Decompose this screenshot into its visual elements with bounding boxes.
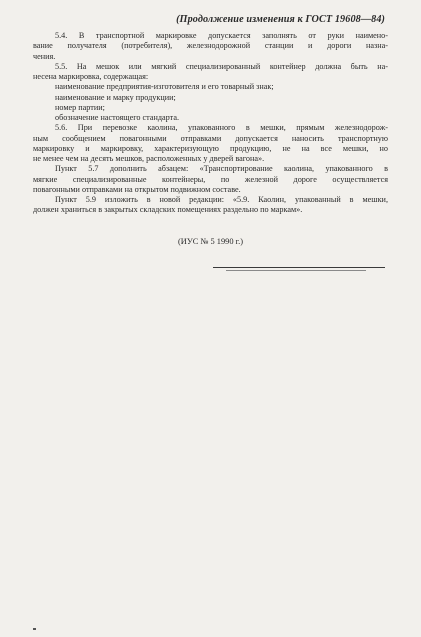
text-line: вание получателя (потребителя), железнодорожной станции и дороги назна- xyxy=(33,41,388,51)
publication-reference: (ИУС № 5 1990 г.) xyxy=(178,237,244,246)
separator-rule xyxy=(213,267,385,268)
paragraph-5-4 xyxy=(33,31,388,62)
paragraph-5-9 xyxy=(33,195,388,216)
document-body xyxy=(33,31,388,216)
paragraph-5-5 xyxy=(33,62,388,124)
text-line: ным сообщением повагонными отправками допускается наносить транспортную xyxy=(33,133,388,143)
text-line: Пункт 5.9 изложить в новой редакции: «5.9. Каолин, упакованный в мешки, xyxy=(55,195,388,204)
text-line: должен храниться в закрытых складских помещениях раздельно по маркам». xyxy=(33,205,303,215)
list-item: наименование и марку продукции; xyxy=(55,92,176,102)
list-item: номер партии; xyxy=(55,102,105,112)
paragraph-5-7 xyxy=(33,164,388,195)
text-line: маркировку и маркировку, характеризующую продукцию, не на все мешки, но xyxy=(33,143,388,153)
paragraph-5-6 xyxy=(33,123,388,164)
scan-mark xyxy=(33,628,36,630)
text-line: несена маркировка, содержащая: xyxy=(33,72,149,81)
text-line: не менее чем на десять мешков, расположенных у дверей вагона». xyxy=(33,154,265,163)
text-line: мягкие специализированные контейнеры, по железной дороге осуществляется xyxy=(33,174,388,184)
list-item: обозначение настоящего стандарта. xyxy=(55,113,179,122)
text-line: Пункт 5.7 дополнить абзацем: «Транспортирование каолина, упакованного в xyxy=(55,164,388,174)
text-line: повагонными отправками на открытом подвижном составе. xyxy=(33,184,241,194)
text-line: 5.5. На мешок или мягкий специализированный контейнер должна быть на- xyxy=(55,61,388,71)
list-item: наименование предприятия-изготовителя и его товарный знак; xyxy=(55,82,274,92)
text-line: чения. xyxy=(33,51,56,61)
separator-rule xyxy=(226,270,366,271)
text-line: 5.6. При перевозке каолина, упакованного в мешки, прямым железнодорож- xyxy=(55,123,388,133)
text-line: 5.4. В транспортной маркировке допускается заполнять от руки наимено- xyxy=(55,31,388,40)
document-header: (Продолжение изменения к ГОСТ 19608—84) xyxy=(176,14,385,25)
